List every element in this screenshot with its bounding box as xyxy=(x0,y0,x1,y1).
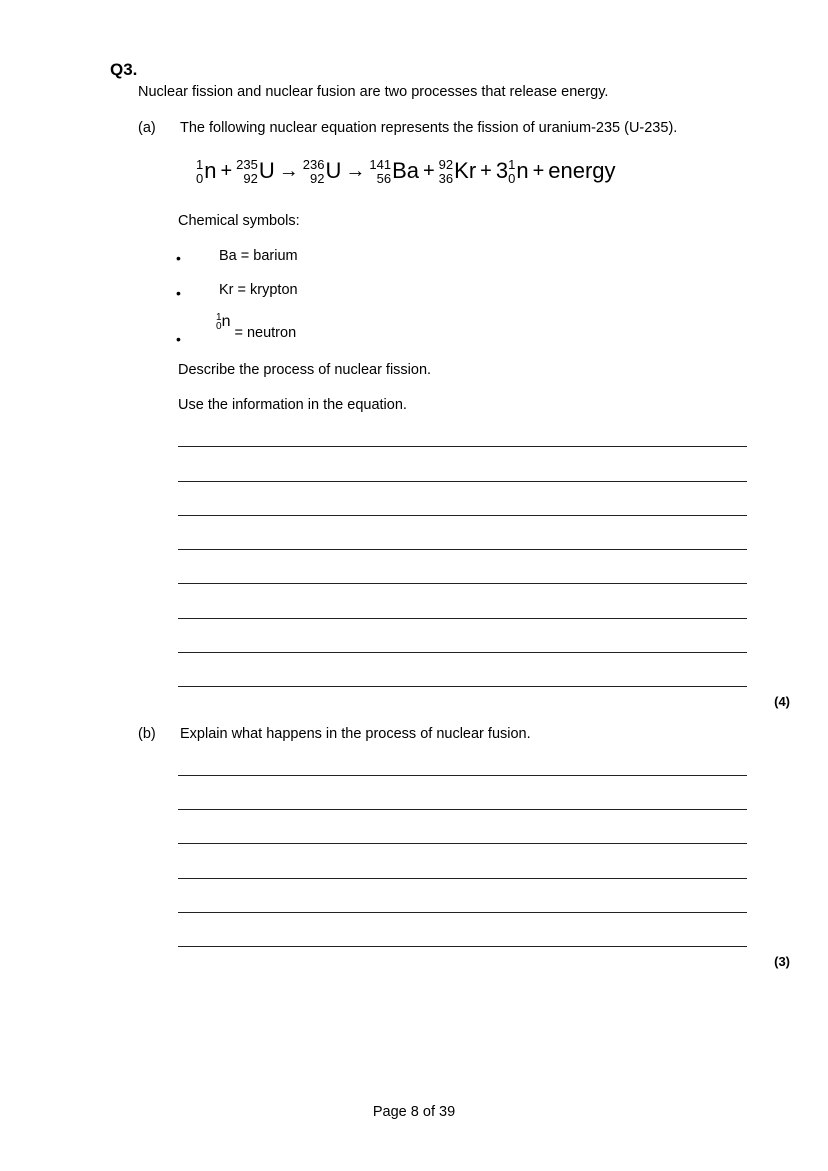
neutron-nuclide xyxy=(216,313,230,331)
answer-line[interactable] xyxy=(178,946,747,947)
atomic-number: 0 xyxy=(508,170,516,186)
answer-line[interactable] xyxy=(178,481,747,482)
marks-part-a: (4) xyxy=(774,694,790,709)
page-footer xyxy=(0,1104,828,1120)
answer-line[interactable] xyxy=(178,515,747,516)
krypton-nuclide xyxy=(439,158,476,185)
answer-line[interactable] xyxy=(178,809,747,810)
answer-line[interactable] xyxy=(178,549,747,550)
instruction-use-info: Use the information in the equation. xyxy=(178,397,407,413)
answer-line[interactable] xyxy=(178,843,747,844)
neutron-definition: = neutron xyxy=(234,325,297,341)
page-number: 8 xyxy=(410,1104,419,1120)
question-number: Q3. xyxy=(110,60,138,79)
atomic-number: 0 xyxy=(196,170,204,186)
mass-number: 235 xyxy=(236,156,258,172)
plus-sign: + xyxy=(422,159,435,182)
neutron-nuclide xyxy=(508,158,528,185)
answer-line[interactable] xyxy=(178,686,747,687)
plus-sign: + xyxy=(480,159,492,182)
arrow: → xyxy=(278,159,299,182)
mass-number: 1 xyxy=(196,156,204,172)
neutron-nuclide xyxy=(196,158,216,185)
part-b-label: (b) xyxy=(138,726,156,742)
instruction-describe: Describe the process of nuclear fission. xyxy=(178,362,432,378)
mass-number: 1 xyxy=(508,156,516,172)
element-symbol: n xyxy=(221,313,231,330)
answer-line[interactable] xyxy=(178,878,747,879)
mass-number: 1 xyxy=(216,312,222,323)
plus-sign: + xyxy=(220,159,233,182)
element-symbol: U xyxy=(258,158,275,183)
part-a-label: (a) xyxy=(138,120,156,136)
energy-term: energy xyxy=(548,158,616,183)
page-label: Page xyxy=(372,1104,407,1120)
element-symbol: Ba xyxy=(392,158,419,183)
answer-line[interactable] xyxy=(178,652,747,653)
part-a-text: The following nuclear equation represents the fission of uranium-235 (U-235). xyxy=(180,120,678,136)
barium-nuclide xyxy=(369,158,419,185)
element-symbol: n xyxy=(204,158,217,183)
fission-equation xyxy=(196,148,716,194)
symbol-krypton: Kr = krypton xyxy=(219,282,298,298)
mass-number: 141 xyxy=(369,156,392,172)
element-symbol: U xyxy=(325,158,342,183)
coefficient: 3 xyxy=(495,158,509,183)
atomic-number: 92 xyxy=(243,170,258,186)
part-b-text: Explain what happens in the process of nuclear fusion. xyxy=(180,726,531,742)
question-intro: Nuclear fission and nuclear fusion are two processes that release energy. xyxy=(138,84,609,100)
marks-part-b: (3) xyxy=(774,954,790,969)
answer-line[interactable] xyxy=(178,775,747,776)
bullet: • xyxy=(176,250,181,266)
mass-number: 236 xyxy=(302,156,325,172)
answer-line[interactable] xyxy=(178,583,747,584)
total-pages: 39 xyxy=(439,1104,456,1120)
answer-line[interactable] xyxy=(178,912,747,913)
atomic-number: 92 xyxy=(310,170,325,186)
arrow: → xyxy=(345,159,366,182)
mass-number: 92 xyxy=(438,156,454,172)
element-symbol: n xyxy=(516,158,529,183)
atomic-number: 36 xyxy=(438,170,454,186)
uranium-236-nuclide xyxy=(303,158,342,185)
plus-sign: + xyxy=(532,159,545,182)
bullet: • xyxy=(176,285,181,301)
answer-line[interactable] xyxy=(178,618,747,619)
atomic-number: 0 xyxy=(216,321,222,332)
answer-line[interactable] xyxy=(178,446,747,447)
uranium-235-nuclide xyxy=(236,158,275,185)
symbol-barium: Ba = barium xyxy=(219,248,298,264)
symbol-neutron xyxy=(216,312,297,341)
atomic-number: 56 xyxy=(376,170,392,186)
element-symbol: Kr xyxy=(454,158,477,183)
of-label: of xyxy=(422,1104,435,1120)
symbols-heading: Chemical symbols: xyxy=(178,213,300,229)
bullet: • xyxy=(176,331,181,347)
